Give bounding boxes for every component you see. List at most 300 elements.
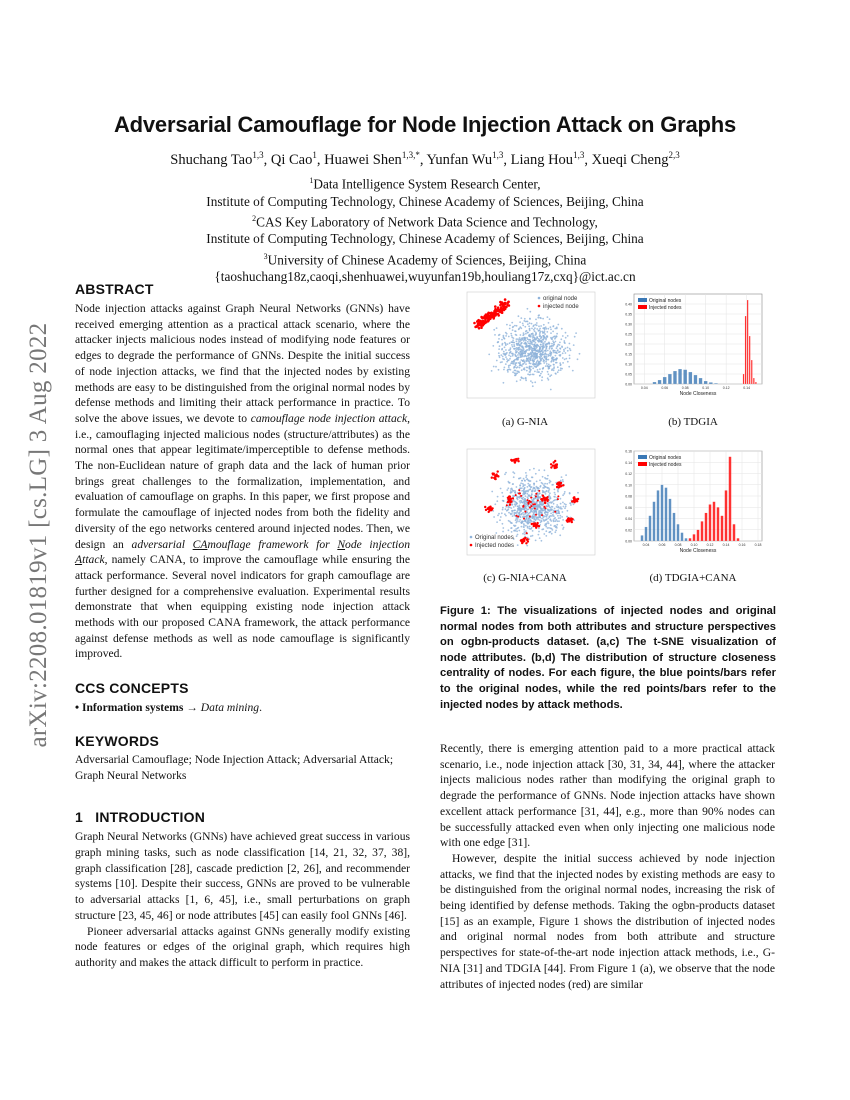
injected-bar: [749, 336, 750, 384]
original-point: [529, 328, 531, 330]
original-point: [520, 317, 522, 319]
original-point: [527, 491, 529, 493]
injected-point: [510, 498, 512, 500]
injected-point: [555, 465, 557, 467]
original-point: [531, 494, 533, 496]
injected-point: [573, 500, 575, 502]
original-point: [534, 501, 536, 503]
original-point: [520, 510, 522, 512]
original-point: [552, 331, 554, 333]
original-point: [518, 349, 520, 351]
original-point: [538, 349, 540, 351]
original-point: [559, 515, 561, 517]
original-point: [535, 332, 537, 334]
original-point: [545, 365, 547, 367]
original-point: [515, 374, 517, 376]
original-point: [540, 344, 542, 346]
original-point: [541, 376, 543, 378]
injected-point: [501, 301, 504, 304]
original-point: [501, 492, 503, 494]
original-point: [523, 529, 525, 531]
original-point: [558, 520, 560, 522]
original-point: [530, 363, 532, 365]
original-point: [545, 535, 547, 537]
original-point: [529, 322, 531, 324]
original-point: [556, 333, 558, 335]
original-point: [511, 337, 513, 339]
original-point: [529, 489, 531, 491]
original-point: [531, 342, 533, 344]
original-point: [574, 336, 576, 338]
original-point: [541, 508, 543, 510]
original-point: [521, 502, 523, 504]
original-point: [516, 503, 518, 505]
original-point: [527, 349, 529, 351]
original-point: [550, 337, 552, 339]
original-point: [516, 486, 518, 488]
original-point: [577, 358, 579, 360]
original-point: [510, 347, 512, 349]
original-point: [528, 506, 530, 508]
injected-point: [491, 477, 493, 479]
original-point: [498, 334, 500, 336]
injected-point: [530, 501, 532, 503]
original-point: [516, 517, 518, 519]
original-point: [514, 372, 516, 374]
injected-point: [554, 511, 556, 513]
original-point: [529, 528, 531, 530]
original-point: [527, 321, 529, 323]
ccs-heading: CCS CONCEPTS: [75, 680, 189, 697]
original-point: [555, 355, 557, 357]
original-point: [562, 502, 564, 504]
original-point: [540, 337, 542, 339]
original-point: [524, 318, 526, 320]
original-point: [573, 503, 575, 505]
original-point: [528, 361, 530, 363]
original-point: [497, 515, 499, 517]
original-point: [518, 371, 520, 373]
original-point: [517, 344, 519, 346]
original-point: [523, 352, 525, 354]
y-tick-label: 0.10: [625, 362, 632, 367]
original-point: [513, 344, 515, 346]
original-point: [514, 330, 516, 332]
original-point: [546, 515, 548, 517]
author: Shuchang Tao$^{1,3}$: [170, 150, 264, 168]
y-tick-label: 0.05: [625, 372, 632, 377]
injected-bar: [705, 513, 708, 541]
original-point: [519, 337, 521, 339]
original-point: [569, 348, 571, 350]
original-point: [550, 389, 552, 391]
injected-bar: [717, 507, 720, 541]
original-point: [543, 487, 545, 489]
original-point: [532, 333, 534, 335]
original-point: [529, 311, 531, 313]
original-point: [517, 362, 519, 364]
original-point: [493, 366, 495, 368]
original-bar: [709, 382, 713, 384]
injected-point: [560, 485, 562, 487]
original-bar: [653, 382, 657, 384]
original-point: [575, 332, 577, 334]
original-point: [523, 320, 525, 322]
original-point: [511, 361, 513, 363]
original-point: [539, 537, 541, 539]
original-point: [541, 512, 543, 514]
original-point: [508, 481, 510, 483]
original-point: [569, 355, 571, 357]
affiliations: [0, 172, 850, 285]
injected-point: [547, 496, 549, 498]
subfigure-label-b: (b) TDGIA: [668, 416, 718, 428]
original-point: [510, 513, 512, 515]
original-point: [529, 318, 531, 320]
original-point: [510, 490, 512, 492]
injected-point: [494, 311, 497, 314]
original-point: [533, 484, 535, 486]
original-point: [538, 341, 540, 343]
original-point: [510, 333, 512, 335]
original-point: [498, 352, 500, 354]
legend-marker: [470, 544, 473, 547]
injected-point: [494, 476, 496, 478]
original-point: [554, 508, 556, 510]
original-point: [552, 501, 554, 503]
legend-swatch: [638, 305, 647, 309]
original-point: [521, 480, 523, 482]
injected-point: [519, 493, 521, 495]
original-point: [557, 491, 559, 493]
original-bar: [678, 369, 682, 384]
original-point: [522, 325, 524, 327]
original-point: [525, 333, 527, 335]
original-point: [551, 533, 553, 535]
original-point: [547, 478, 549, 480]
injected-point: [536, 522, 538, 524]
injected-point: [517, 516, 519, 518]
y-tick-label: 0.30: [625, 322, 632, 327]
y-tick-label: 0.35: [625, 312, 632, 317]
original-point: [514, 359, 516, 361]
author: Qi Cao$^1$: [270, 150, 317, 168]
injected-point: [490, 312, 493, 315]
original-point: [547, 503, 549, 505]
original-point: [554, 328, 556, 330]
original-point: [533, 329, 535, 331]
original-point: [560, 364, 562, 366]
original-point: [514, 325, 516, 327]
original-point: [532, 382, 534, 384]
original-point: [522, 508, 524, 510]
original-point: [529, 526, 531, 528]
original-point: [534, 371, 536, 373]
original-point: [526, 515, 528, 517]
original-point: [552, 514, 554, 516]
author: Xueqi Cheng$^{2,3}$: [591, 150, 680, 168]
original-point: [507, 487, 509, 489]
original-point: [527, 338, 529, 340]
original-point: [524, 338, 526, 340]
original-point: [526, 478, 528, 480]
original-point: [553, 503, 555, 505]
original-point: [534, 381, 536, 383]
original-point: [539, 357, 541, 359]
original-point: [547, 359, 549, 361]
injected-point: [558, 484, 560, 486]
original-point: [518, 478, 520, 480]
original-point: [544, 483, 546, 485]
original-point: [525, 476, 527, 478]
original-point: [513, 525, 515, 527]
original-point: [561, 476, 563, 478]
injected-point: [567, 520, 569, 522]
original-point: [512, 355, 514, 357]
original-point: [503, 351, 505, 353]
original-point: [548, 322, 550, 324]
original-point: [516, 325, 518, 327]
original-point: [540, 325, 542, 327]
original-point: [536, 486, 538, 488]
original-point: [531, 527, 533, 529]
original-point: [500, 516, 502, 518]
original-point: [570, 349, 572, 351]
original-point: [505, 335, 507, 337]
original-point: [537, 369, 539, 371]
injected-point: [493, 316, 496, 319]
injected-point: [534, 503, 536, 505]
original-point: [516, 535, 518, 537]
original-point: [513, 367, 515, 369]
injected-point: [529, 507, 531, 509]
injected-point: [558, 481, 560, 483]
original-point: [567, 350, 569, 352]
right-column: [440, 741, 775, 992]
injected-point: [542, 497, 544, 499]
injected-point: [532, 503, 534, 505]
injected-bar: [733, 524, 736, 541]
original-point: [534, 518, 536, 520]
original-point: [515, 362, 517, 364]
original-point: [552, 340, 554, 342]
original-point: [539, 492, 541, 494]
original-point: [526, 501, 528, 503]
original-point: [524, 369, 526, 371]
original-point: [515, 525, 517, 527]
original-point: [553, 496, 555, 498]
original-point: [536, 517, 538, 519]
injected-point: [524, 511, 526, 513]
subfigure-label-a: (a) G-NIA: [501, 416, 549, 428]
original-point: [521, 365, 523, 367]
original-point: [573, 344, 575, 346]
original-point: [511, 504, 513, 506]
left-column: [75, 281, 410, 971]
original-point: [526, 367, 528, 369]
original-point: [560, 338, 562, 340]
original-point: [563, 350, 565, 352]
injected-point: [481, 316, 484, 319]
x-tick-label: 0.10: [690, 543, 698, 547]
injected-point: [504, 305, 507, 308]
original-point: [508, 354, 510, 356]
original-point: [549, 507, 551, 509]
original-point: [547, 487, 549, 489]
original-point: [498, 338, 500, 340]
injected-point: [482, 320, 485, 323]
y-tick-label: 0.00: [625, 382, 632, 387]
original-point: [512, 483, 514, 485]
x-axis-label: Node Closeness: [679, 548, 717, 554]
original-point: [508, 512, 510, 514]
original-point: [538, 512, 540, 514]
legend-label: Original nodes: [649, 455, 682, 461]
original-point: [522, 516, 524, 518]
original-point: [529, 366, 531, 368]
injected-bar: [709, 504, 712, 541]
original-point: [559, 517, 561, 519]
original-point: [517, 366, 519, 368]
injected-point: [490, 509, 492, 511]
original-point: [569, 357, 571, 359]
original-point: [502, 356, 504, 358]
injected-point: [540, 498, 542, 500]
legend-swatch: [638, 455, 647, 459]
original-point: [532, 367, 534, 369]
original-point: [552, 326, 554, 328]
original-bar: [645, 527, 648, 541]
original-point: [528, 495, 530, 497]
original-point: [523, 378, 525, 380]
original-point: [514, 490, 516, 492]
original-point: [534, 358, 536, 360]
subfigure-label-c: (c) G-NIA+CANA: [483, 572, 567, 584]
original-point: [506, 489, 508, 491]
injected-point: [509, 504, 511, 506]
original-point: [531, 323, 533, 325]
original-point: [537, 519, 539, 521]
original-point: [545, 530, 547, 532]
original-point: [533, 506, 535, 508]
injected-point: [546, 500, 548, 502]
injected-point: [535, 514, 537, 516]
y-tick-label: 0.25: [625, 332, 632, 337]
original-point: [523, 524, 525, 526]
keywords-text: Adversarial Camouflage; Node Injection Attack; Adversarial Attack; Graph Neural Networks: [75, 752, 394, 782]
y-tick-label: 0.10: [625, 483, 632, 488]
original-point: [548, 343, 550, 345]
injected-point: [529, 516, 531, 518]
original-point: [545, 511, 547, 513]
original-point: [532, 325, 534, 327]
original-point: [519, 511, 521, 513]
original-point: [559, 342, 561, 344]
injected-point: [534, 508, 536, 510]
original-point: [527, 341, 529, 343]
original-point: [506, 358, 508, 360]
original-point: [545, 491, 547, 493]
original-point: [496, 521, 498, 523]
original-point: [517, 359, 519, 361]
original-point: [563, 493, 565, 495]
original-point: [549, 492, 551, 494]
original-point: [520, 516, 522, 518]
original-point: [493, 329, 495, 331]
original-point: [542, 318, 544, 320]
original-point: [503, 382, 505, 384]
original-point: [527, 355, 529, 357]
injected-point: [536, 524, 538, 526]
original-point: [526, 330, 528, 332]
original-bar: [641, 535, 644, 541]
original-point: [524, 326, 526, 328]
original-point: [552, 350, 554, 352]
x-tick-label: 0.12: [706, 543, 714, 547]
injected-point: [508, 495, 510, 497]
injected-point: [514, 461, 516, 463]
figure-panel-c: [455, 445, 600, 565]
original-point: [538, 469, 540, 471]
original-point: [530, 535, 532, 537]
original-point: [533, 512, 535, 514]
original-point: [498, 369, 500, 371]
original-point: [547, 371, 549, 373]
legend-label: Injected nodes: [649, 305, 682, 311]
original-point: [540, 363, 542, 365]
original-point: [561, 346, 563, 348]
original-point: [529, 469, 531, 471]
original-point: [508, 336, 510, 338]
original-point: [534, 490, 536, 492]
original-point: [496, 500, 498, 502]
original-point: [558, 517, 560, 519]
original-point: [554, 492, 556, 494]
original-point: [565, 337, 567, 339]
original-point: [541, 346, 543, 348]
original-point: [532, 530, 534, 532]
original-point: [518, 530, 520, 532]
original-point: [515, 528, 517, 530]
original-point: [502, 509, 504, 511]
injected-point: [486, 317, 489, 320]
original-point: [496, 360, 498, 362]
original-point: [504, 346, 506, 348]
original-point: [549, 516, 551, 518]
injected-point: [526, 532, 528, 534]
figure-caption: Figure 1: The visualizations of injected nodes and original normal nodes from both attributes and structure perspectives on ogbn-products dataset. (a,c) The t-SNE visualization of node attributes. (b,d) The distribution of structure closeness centrality of nodes. For each figure, the blue points/bars refer to the original nodes, while the red points/bars refer to the injected nodes by attack methods.: [440, 605, 776, 711]
original-point: [525, 380, 527, 382]
original-point: [533, 468, 535, 470]
original-point: [539, 339, 541, 341]
x-tick-label: 0.10: [702, 386, 710, 390]
original-point: [525, 472, 527, 474]
original-point: [544, 327, 546, 329]
original-point: [556, 506, 558, 508]
original-point: [498, 355, 500, 357]
injected-point: [573, 498, 575, 500]
original-point: [504, 338, 506, 340]
original-point: [532, 385, 534, 387]
original-point: [554, 335, 556, 337]
injected-point: [557, 498, 559, 500]
original-point: [543, 342, 545, 344]
original-point: [523, 478, 525, 480]
original-bar: [669, 499, 672, 541]
injected-point: [571, 500, 573, 502]
original-point: [538, 534, 540, 536]
original-point: [539, 368, 541, 370]
